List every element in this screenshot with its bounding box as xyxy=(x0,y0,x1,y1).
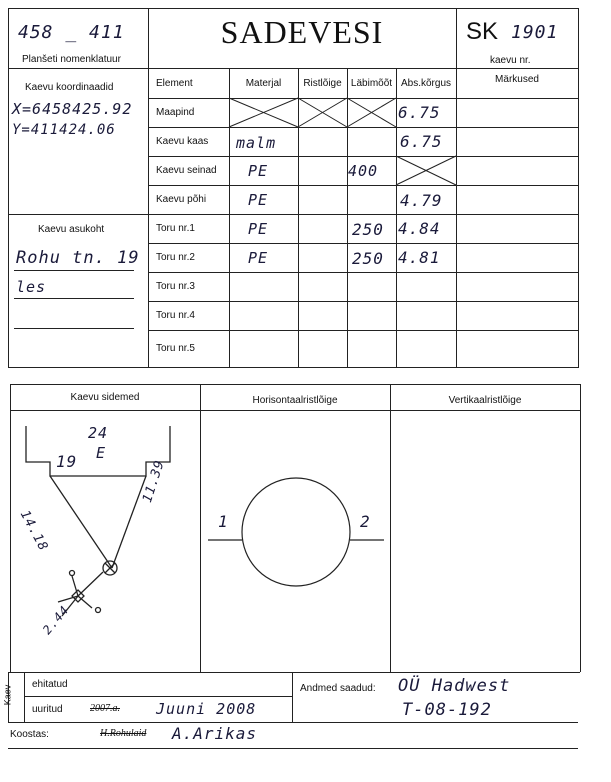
distance-left: 14.18 xyxy=(16,508,51,555)
header-remarks: Märkused xyxy=(495,74,539,85)
row-element: Toru nr.2 xyxy=(156,252,195,263)
row-element: Toru nr.5 xyxy=(156,343,195,354)
row-elevation: 4.79 xyxy=(400,191,443,210)
row-element: Kaevu põhi xyxy=(156,194,207,205)
compiled-struck: H.Rohulaid xyxy=(100,728,147,739)
row-material: PE xyxy=(248,191,269,209)
measured-value: Juuni 2008 xyxy=(156,700,257,718)
page-title: SADEVESI xyxy=(220,14,384,50)
location-line-1: Rohu tn. 19 xyxy=(16,248,140,268)
crossed-cells xyxy=(0,0,611,370)
distance-bottom: 2.44 xyxy=(40,602,72,637)
kaev-label: Kaev xyxy=(2,684,13,706)
row-diameter: 400 xyxy=(348,162,379,180)
pipe-1-label: 1 xyxy=(218,512,229,531)
vertical-panel-label: Vertikaalristlõige xyxy=(448,395,522,406)
side-length: 19 xyxy=(56,452,78,471)
row-material: PE xyxy=(248,220,269,238)
row-element: Kaevu seinad xyxy=(156,165,217,176)
header-material: Materjal xyxy=(245,77,282,89)
compiled-label: Koostas: xyxy=(10,729,49,740)
compiled-value: A.Arikas xyxy=(172,724,258,743)
measured-struck: 2007.a. xyxy=(90,703,120,714)
pipe-2-label: 2 xyxy=(360,512,371,531)
house-letter: E xyxy=(96,444,107,462)
coordinates-label: Kaevu koordinaadid xyxy=(25,82,114,93)
row-elevation: 4.81 xyxy=(398,248,441,267)
row-element: Toru nr.1 xyxy=(156,223,195,234)
measured-label: uuritud xyxy=(32,704,63,715)
row-material: PE xyxy=(248,249,269,267)
header-element: Element xyxy=(156,77,193,89)
horizontal-section-drawing xyxy=(200,410,390,672)
well-number: 1901 xyxy=(511,22,559,43)
coordinate-y: Y=411424.06 xyxy=(12,122,116,138)
row-material: malm xyxy=(236,134,277,152)
map-sheet-value: 458 _ 411 xyxy=(18,22,125,43)
row-element: Maapind xyxy=(156,107,195,118)
row-element: Toru nr.3 xyxy=(156,281,195,292)
data-source-line-1: OÜ Hadwest xyxy=(398,676,511,696)
row-elevation: 6.75 xyxy=(400,132,443,151)
header-elevation: Abs.kõrgus xyxy=(400,77,452,89)
row-element: Kaevu kaas xyxy=(156,136,209,147)
house-number: 24 xyxy=(88,424,109,442)
header-diameter: Läbimõõt xyxy=(350,77,393,89)
header-cross-section: Ristlõige xyxy=(303,77,342,89)
row-element: Toru nr.4 xyxy=(156,310,195,321)
location-label: Kaevu asukoht xyxy=(38,224,105,235)
well-prefix: SK xyxy=(466,18,499,45)
data-source-line-2: T-08-192 xyxy=(402,700,492,720)
data-source-label: Andmed saadud: xyxy=(300,683,376,694)
row-elevation: 6.75 xyxy=(398,103,441,122)
location-line-2: les xyxy=(16,278,47,296)
ties-panel-label: Kaevu sidemed xyxy=(70,392,140,403)
coordinate-x: X=6458425.92 xyxy=(12,100,133,118)
well-label: kaevu nr. xyxy=(490,55,531,66)
row-diameter: 250 xyxy=(352,220,384,239)
row-diameter: 250 xyxy=(352,249,384,268)
built-label: ehitatud xyxy=(32,679,68,690)
distance-right: 11.39 xyxy=(140,458,168,505)
row-material: PE xyxy=(248,162,269,180)
row-elevation: 4.84 xyxy=(398,219,441,238)
horizontal-panel-label: Horisontaalristlõige xyxy=(252,395,338,406)
map-sheet-label: Planšeti nomenklatuur xyxy=(22,54,121,65)
